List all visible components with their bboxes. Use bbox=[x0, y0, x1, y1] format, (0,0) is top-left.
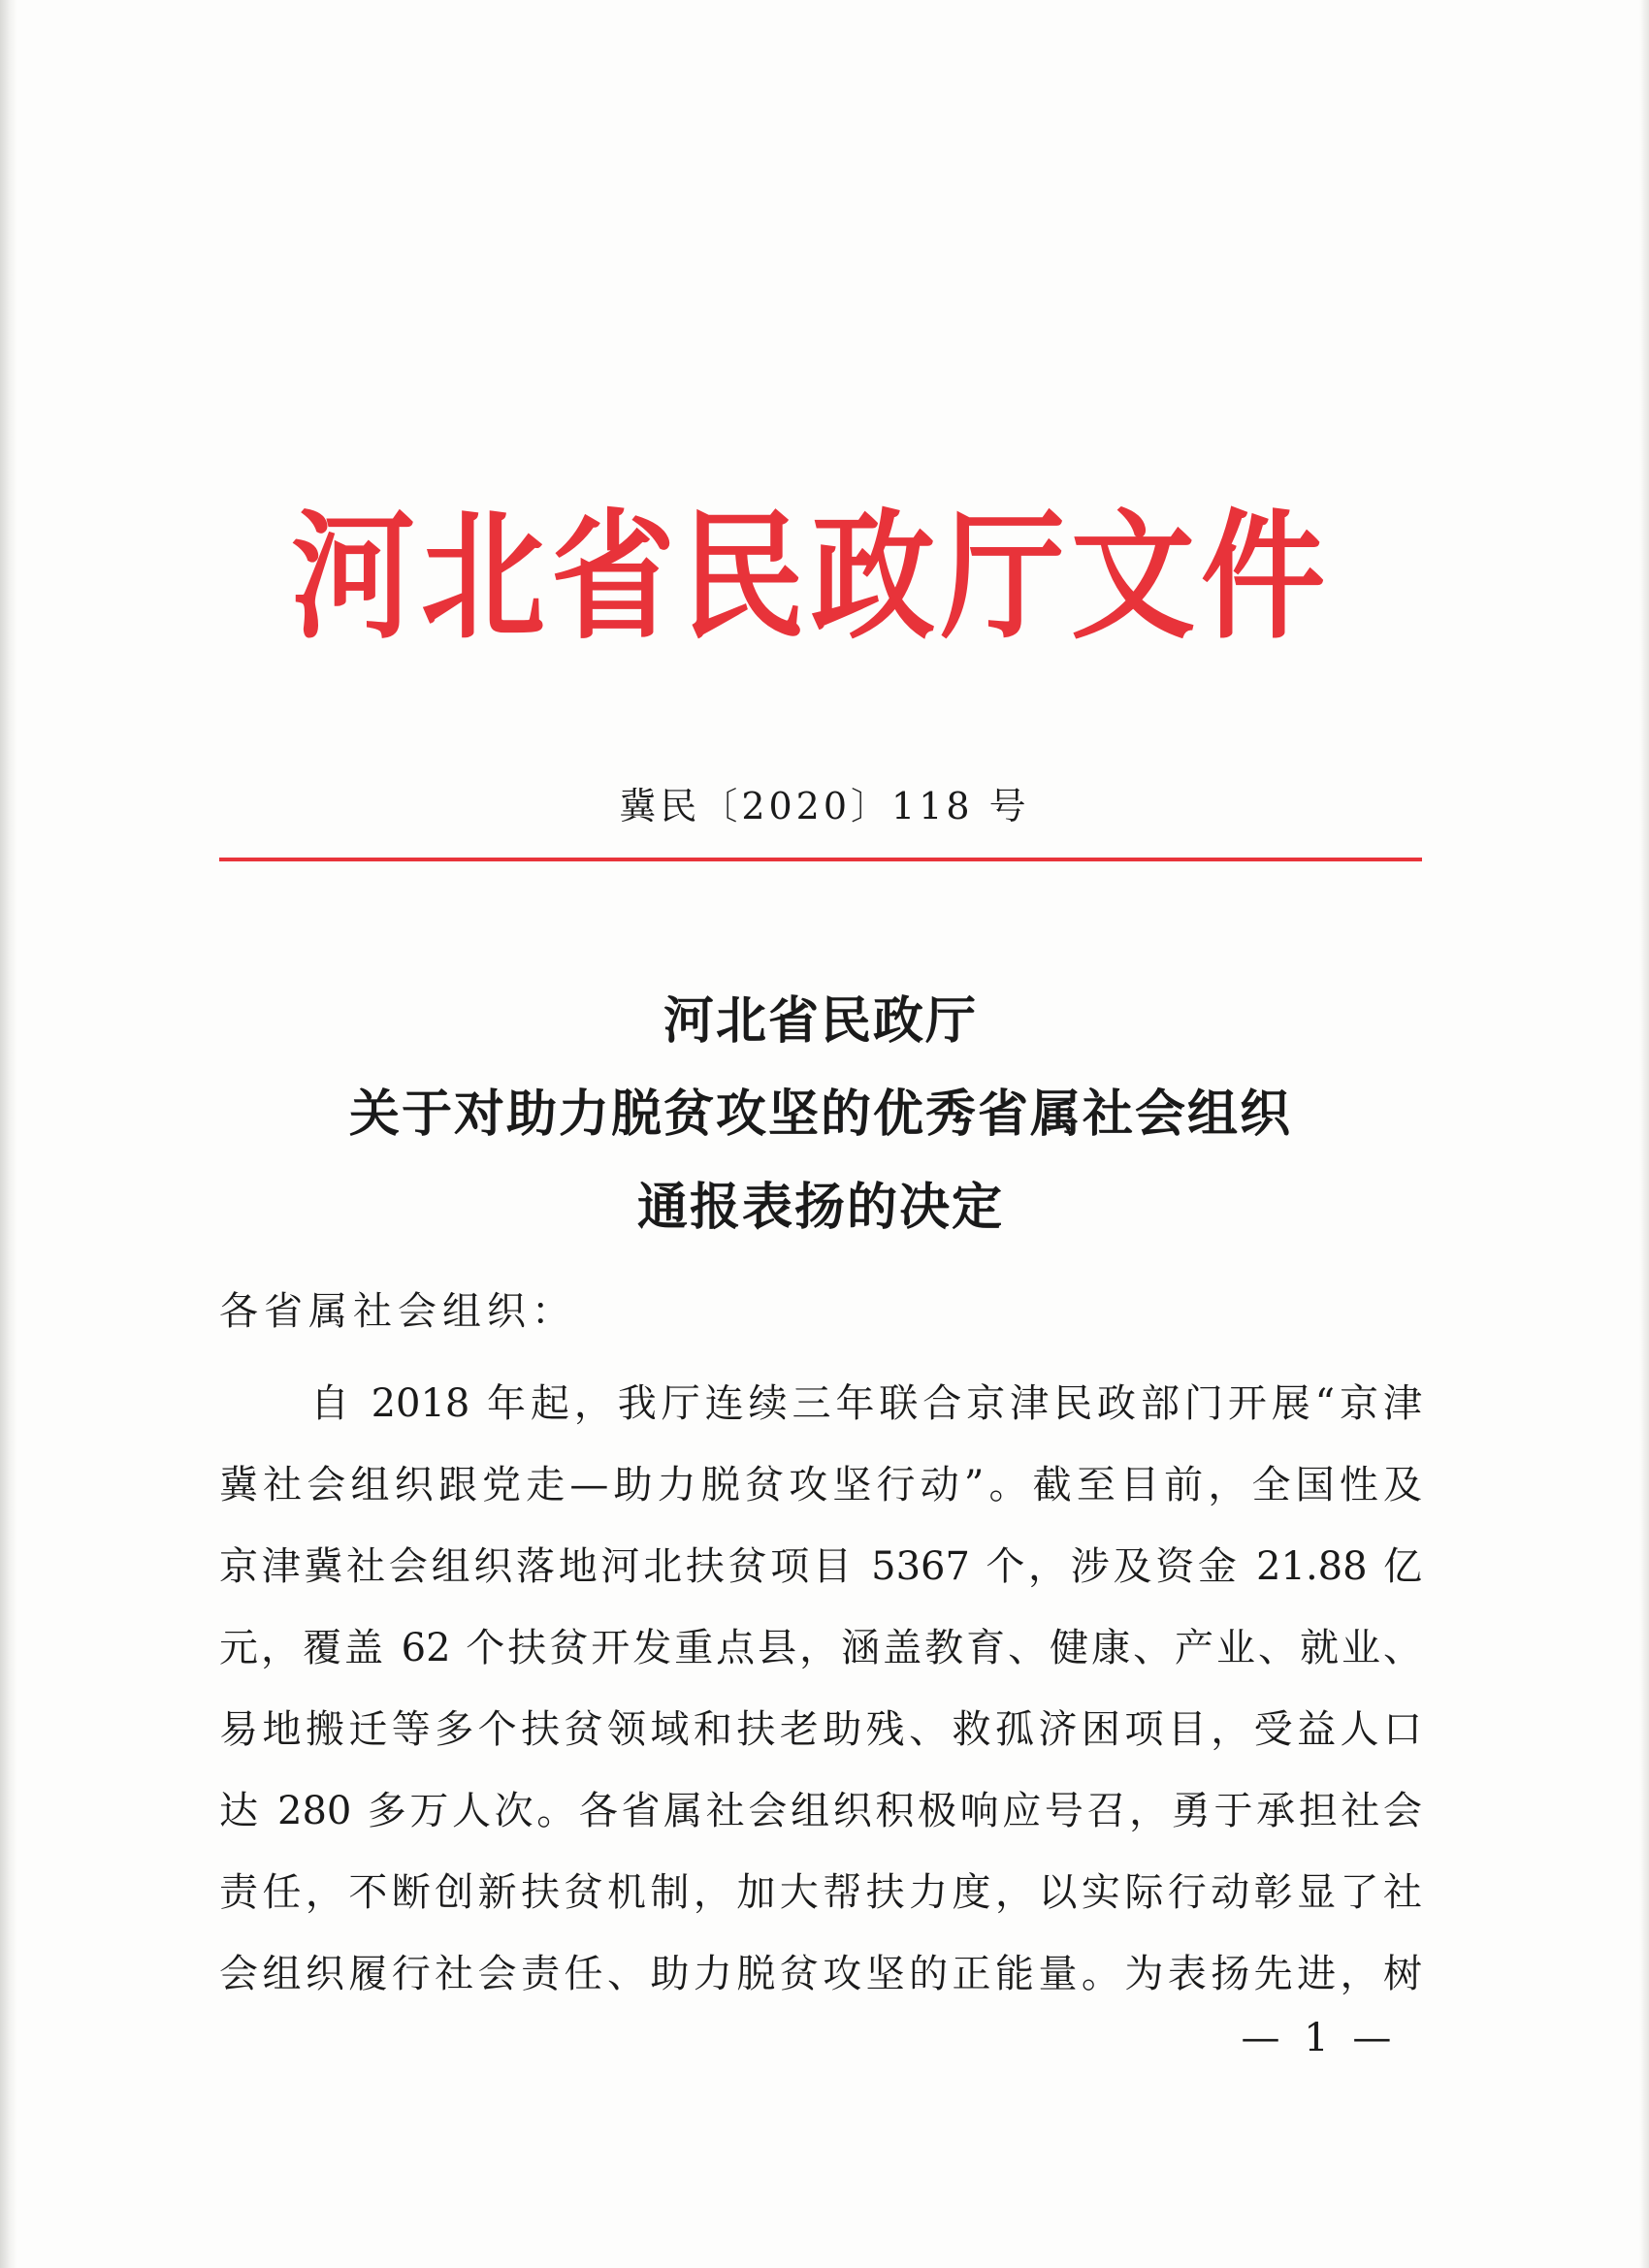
title-line-3: 通报表扬的决定 bbox=[636, 1178, 1004, 1237]
body-line: 达 280 多万人次。各省属社会组织积极响应号召，勇于承担社会 bbox=[219, 1789, 1422, 1833]
decision-title bbox=[219, 975, 1422, 1254]
salutation: 各省属社会组织： bbox=[219, 1289, 576, 1334]
body-line: 责任，不断创新扶贫机制，加大帮扶力度，以实际行动彰显了社 bbox=[219, 1870, 1422, 1915]
scan-left-edge bbox=[0, 0, 17, 2268]
title-line-2: 关于对助力脱贫攻坚的优秀省属社会组织 bbox=[348, 1085, 1292, 1144]
title-line-1: 河北省民政厅 bbox=[663, 991, 978, 1051]
document-number: 冀民〔2020〕118 号 bbox=[619, 785, 1030, 827]
header-red-rule bbox=[219, 858, 1422, 861]
scan-right-edge bbox=[1639, 0, 1649, 2268]
page-number: — 1 — bbox=[1241, 2016, 1398, 2060]
issuer-header-title: 河北省民政厅文件 bbox=[291, 496, 1332, 659]
body-line: 冀社会组织跟党走—助力脱贫攻坚行动”。截至目前，全国性及 bbox=[219, 1463, 1422, 1507]
body-line: 京津冀社会组织落地河北扶贫项目 5367 个，涉及资金 21.88 亿 bbox=[219, 1544, 1422, 1589]
body-line: 自 2018 年起，我厅连续三年联合京津民政部门开展“京津 bbox=[310, 1381, 1422, 1426]
body-line: 易地搬迁等多个扶贫领域和扶老助残、救孤济困项目，受益人口 bbox=[219, 1707, 1422, 1752]
body-line: 会组织履行社会责任、助力脱贫攻坚的正能量。为表扬先进，树 bbox=[219, 1952, 1422, 1996]
body-paragraph bbox=[219, 1363, 1422, 2015]
body-line: 元，覆盖 62 个扶贫开发重点县，涵盖教育、健康、产业、就业、 bbox=[219, 1626, 1422, 1670]
